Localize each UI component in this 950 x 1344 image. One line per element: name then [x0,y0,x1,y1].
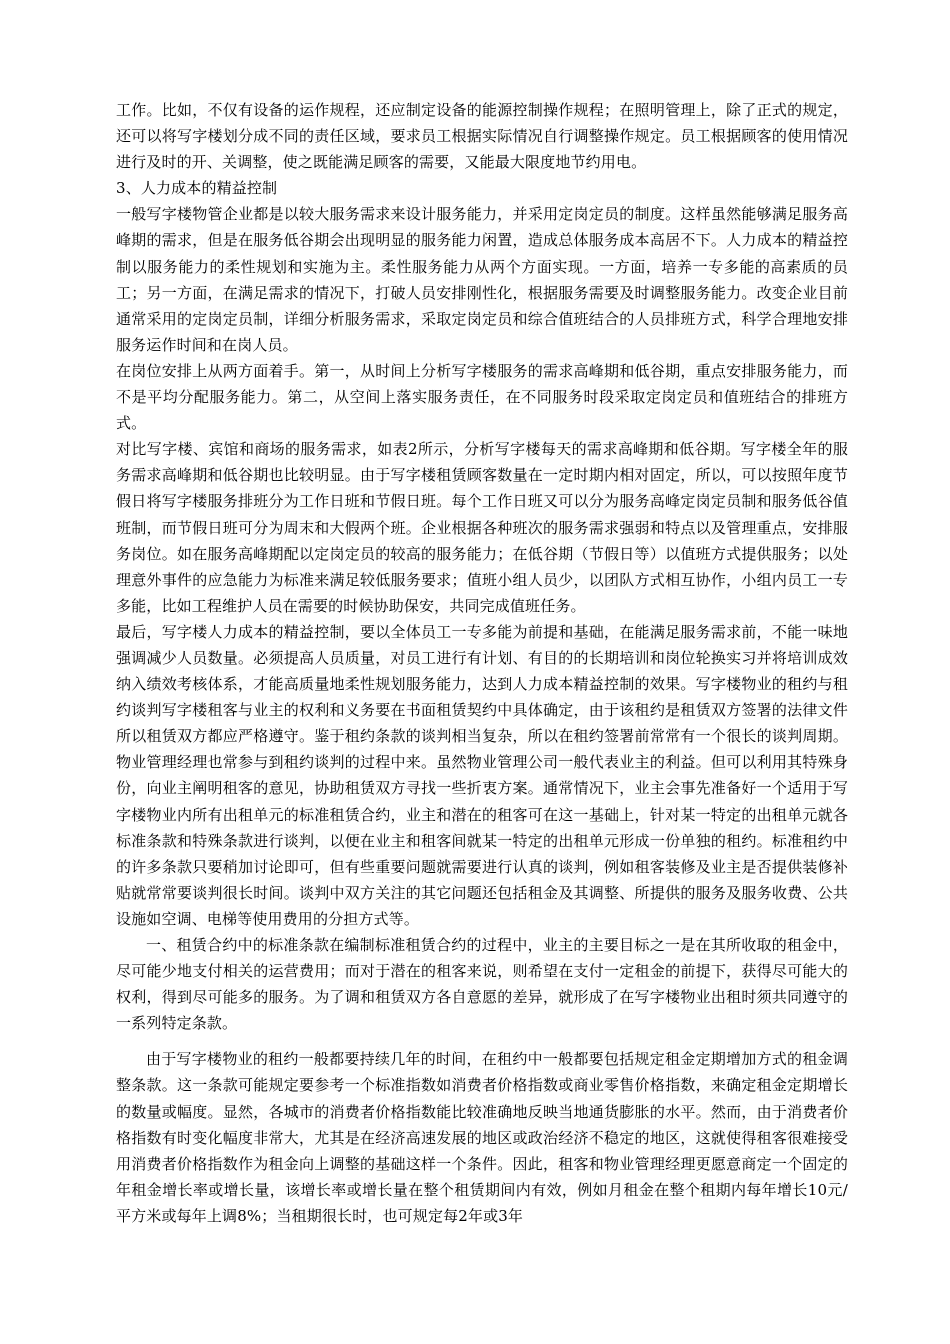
paragraph-service-demand: 对比写字楼、宾馆和商场的服务需求，如表2所示，分析写字楼每天的需求高峰期和低谷期。写字楼全年的服务需求高峰期和低谷期也比较明显。由于写字楼租赁顾客数量在一定时期内相对固定，所以，可以按照年度节假日将写字楼服务排班分为工作日班和节假日班。每个工作日班又可以分为服务高峰定岗定员制和服务低谷值班制，而节假日班可分为周末和大假两个班。企业根据各种班次的服务需求强弱和特点以及管理重点，安排服务岗位。如在服务高峰期配以定岗定员的较高的服务能力；在低谷期（节假日等）以值班方式提供服务；以处理意外事件的应急能力为标准来满足较低服务要求；值班小组人员少，以团队方式相互协作，小组内员工一专多能，比如工程维护人员在需要的时候协助保安，共同完成值班任务。 [116,440,848,615]
paragraph-energy-control: 工作。比如，不仅有设备的运作规程，还应制定设备的能源控制操作规程；在照明管理上，除了正式的规定，还可以将写字楼划分成不同的责任区域，要求员工根据实际情况自行调整操作规定。员工根据顾客的使用情况进行及时的开、关调整，使之既能满足顾客的需要，又能最大限度地节约用电。 [116,101,848,172]
paragraph-post-arrangement: 在岗位安排上从两方面着手。第一，从时间上分析写字楼服务的需求高峰期和低谷期，重点安排服务能力，而不是平均分配服务能力。第二，从空间上落实服务责任，在不同服务时段采取定岗定员和值班结合的排班方式。 [116,361,848,433]
paragraph-standard-clauses: 一、租赁合约中的标准条款在编制标准租赁合约的过程中，业主的主要目标之一是在其所收取的租金中，尽可能少地支付相关的运营费用；而对于潜在的租客来说，则希望在支付一定租金的前提下，获得尽可能大的权利，得到尽可能多的服务。为了调和租赁双方各自意愿的差异，就形成了在写字楼物业出租时须共同遵守的一系列特定条款。 [116,936,848,1033]
section-heading-labor-cost: 3、人力成本的精益控制 [116,179,278,198]
paragraph-rent-adjustment: 由于写字楼物业的租约一般都要持续几年的时间，在租约中一般都要包括规定租金定期增加方式的租金调整条款。这一条款可能规定要参考一个标准指数如消费者价格指数或商业零售价格指数，来确定租金定期增长的数量或幅度。显然，各城市的消费者价格指数能比较准确地反映当地通货膨胀的水平。然而，由于消费者价格指数有时变化幅度非常大，尤其是在经济高速发展的地区或政治经济不稳定的地区，这就使得租客很难接受用消费者价格指数作为租金向上调整的基础这样一个条件。因此，租客和物业管理经理更愿意商定一个固定的年租金增长率或增长量，该增长率或增长量在整个租赁期间内有效，例如月租金在整个租期内每年增长10元/平方米或每年上调8%；当租期很长时，也可规定每2年或3年 [116,1050,848,1225]
document-body [116,97,848,1229]
paragraph-lease-negotiation: 最后，写字楼人力成本的精益控制，要以全体员工一专多能为前提和基础，在能满足服务需求前，不能一味地强调减少人员数量。必须提高人员质量，对员工进行有计划、有目的的长期培训和岗位轮换实习并将培训成效纳入绩效考核体系，才能高质量地柔性规划服务能力，达到人力成本精益控制的效果。写字楼物业的租约与租约谈判写字楼租客与业主的权利和义务要在书面租赁契约中具体确定，由于该租约是租赁双方签署的法律文件所以租赁双方都应严格遵守。鉴于租约条款的谈判相当复杂，所以在租约签署前常常有一个很长的谈判周期。物业管理经理也常参与到租约谈判的过程中来。虽然物业管理公司一般代表业主的利益。但可以利用其特殊身份，向业主阐明租客的意见，协助租赁双方寻找一些折衷方案。通常情况下，业主会事先准备好一个适用于写字楼物业内所有出租单元的标准租赁合约，业主和潜在的租客可在这一基础上，针对某一特定的出租单元就各标准条款和特殊条款进行谈判，以便在业主和租客间就某一特定的出租单元形成一份单独的租约。标准租约中的许多条款只要稍加讨论即可，但有些重要问题就需要进行认真的谈判，例如租客装修及业主是否提供装修补贴就常常要谈判很长时间。谈判中双方关注的其它问题还包括租金及其调整、所提供的服务及服务收费、公共设施如空调、电梯等使用费用的分担方式等。 [116,622,848,928]
paragraph-service-capacity: 一般写字楼物管企业都是以较大服务需求来设计服务能力，并采用定岗定员的制度。这样虽然能够满足服务高峰期的需求，但是在服务低谷期会出现明显的服务能力闲置，造成总体服务成本高居不下。人力成本的精益控制以服务能力的柔性规划和实施为主。柔性服务能力从两个方面实现。一方面，培养一专多能的高素质的员工；另一方面，在满足需求的情况下，打破人员安排刚性化，根据服务需要及时调整服务能力。改变企业目前通常采用的定岗定员制，详细分析服务需求，采取定岗定员和综合值班结合的人员排班方式，科学合理地安排服务运作时间和在岗人员。 [116,205,848,354]
